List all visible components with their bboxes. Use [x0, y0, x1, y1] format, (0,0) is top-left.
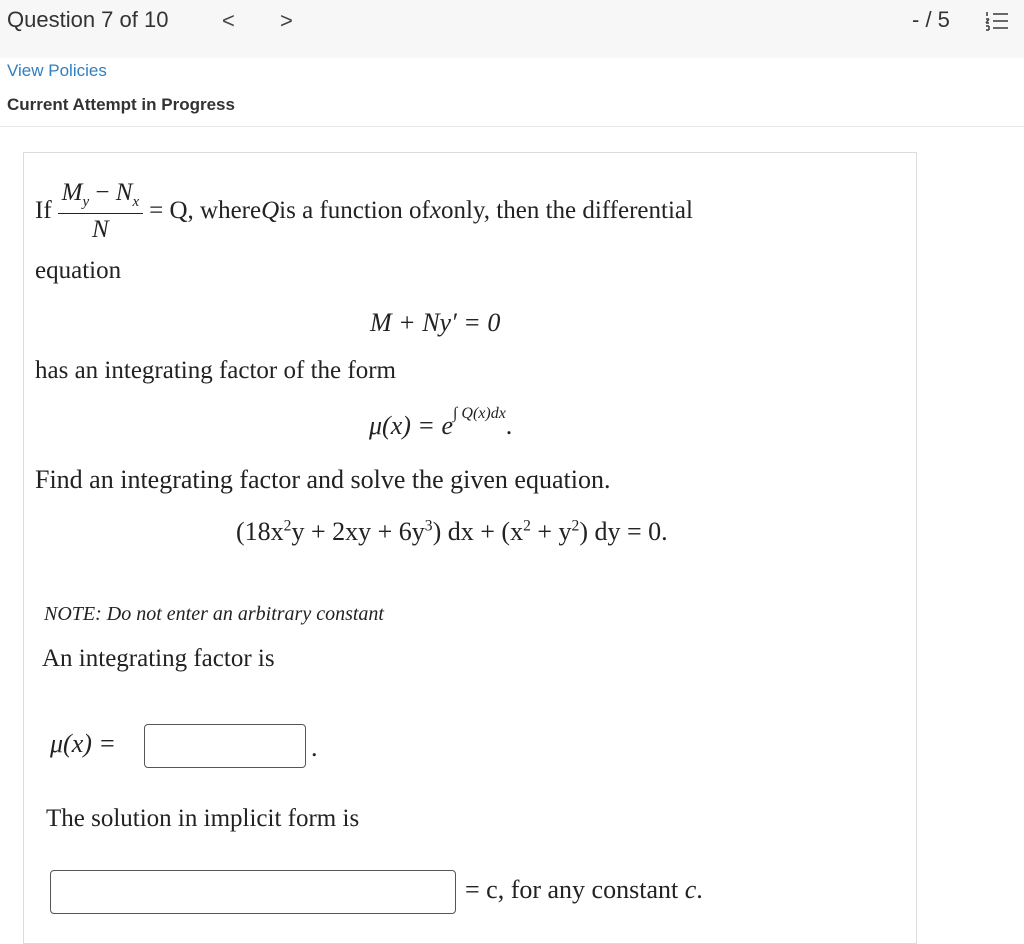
mu-answer-period: . [311, 733, 318, 762]
attempt-status: Current Attempt in Progress [7, 95, 235, 114]
solution-suffix-end: . [696, 875, 703, 904]
solution-suffix [465, 875, 703, 905]
next-question-button[interactable]: > [280, 8, 293, 33]
question-card [23, 152, 917, 944]
solution-suffix-eq: = c, [465, 875, 505, 904]
frac-minus: − [89, 178, 116, 206]
question-counter: Question 7 of 10 [7, 7, 169, 32]
mu-answer-label: μ(x) = [50, 729, 116, 758]
question-list-icon[interactable] [984, 9, 1010, 33]
view-policies-link[interactable]: View Policies [7, 61, 107, 80]
problem-intro-line [35, 179, 693, 243]
q-variable: Q [261, 197, 280, 224]
factor-prompt: An integrating factor is [42, 645, 275, 672]
given-eq-part1: (18x [236, 517, 284, 546]
given-eq-sup2: 3 [424, 517, 433, 535]
solution-suffix-text: for any constant [504, 875, 685, 904]
equation-word: equation [35, 257, 122, 284]
mu-formula-exponent: ∫ Q(x)dx [453, 405, 506, 423]
given-eq-sup4: 2 [571, 517, 580, 535]
frac-denominator: N [92, 215, 109, 243]
frac-x-sub: x [132, 193, 140, 210]
solution-suffix-c: c [684, 875, 697, 904]
find-instruction: Find an integrating factor and solve the given equation. [35, 465, 611, 494]
given-eq-sup3: 2 [523, 517, 531, 535]
integrating-factor-input[interactable] [144, 724, 306, 768]
x-variable: x [429, 197, 441, 224]
differential-equation: M + Ny′ = 0 [370, 308, 501, 337]
given-eq-sup1: 2 [283, 517, 292, 535]
given-eq-part3: ) dx + (x [432, 517, 524, 546]
mu-formula [369, 405, 513, 441]
mu-formula-left: μ(x) = e [369, 411, 453, 440]
given-eq-part4: + y [530, 517, 572, 546]
integrating-factor-sentence: has an integrating factor of the form [35, 357, 396, 384]
frac-n: N [115, 178, 133, 206]
ratio-fraction [58, 179, 143, 244]
header-divider [0, 126, 1024, 127]
given-eq-part2: y + 2xy + 6y [291, 517, 425, 546]
solution-prompt: The solution in implicit form is [46, 805, 360, 832]
score-display: - / 5 [912, 7, 950, 32]
only-then-text: only, then the differential [440, 197, 693, 224]
given-eq-part5: ) dy = 0. [579, 517, 668, 546]
eq-q-text: = Q, where [149, 197, 262, 224]
mu-formula-period: . [505, 411, 513, 440]
if-word: If [35, 197, 52, 224]
previous-question-button[interactable]: < [222, 8, 235, 33]
given-equation [236, 517, 668, 547]
is-function-text: is a function of [279, 197, 430, 224]
question-header-bar [0, 0, 1024, 58]
implicit-solution-input[interactable] [50, 870, 456, 914]
frac-m: M [61, 178, 83, 206]
note-text: NOTE: Do not enter an arbitrary constant [44, 603, 384, 625]
frac-y-sub: y [82, 193, 90, 210]
